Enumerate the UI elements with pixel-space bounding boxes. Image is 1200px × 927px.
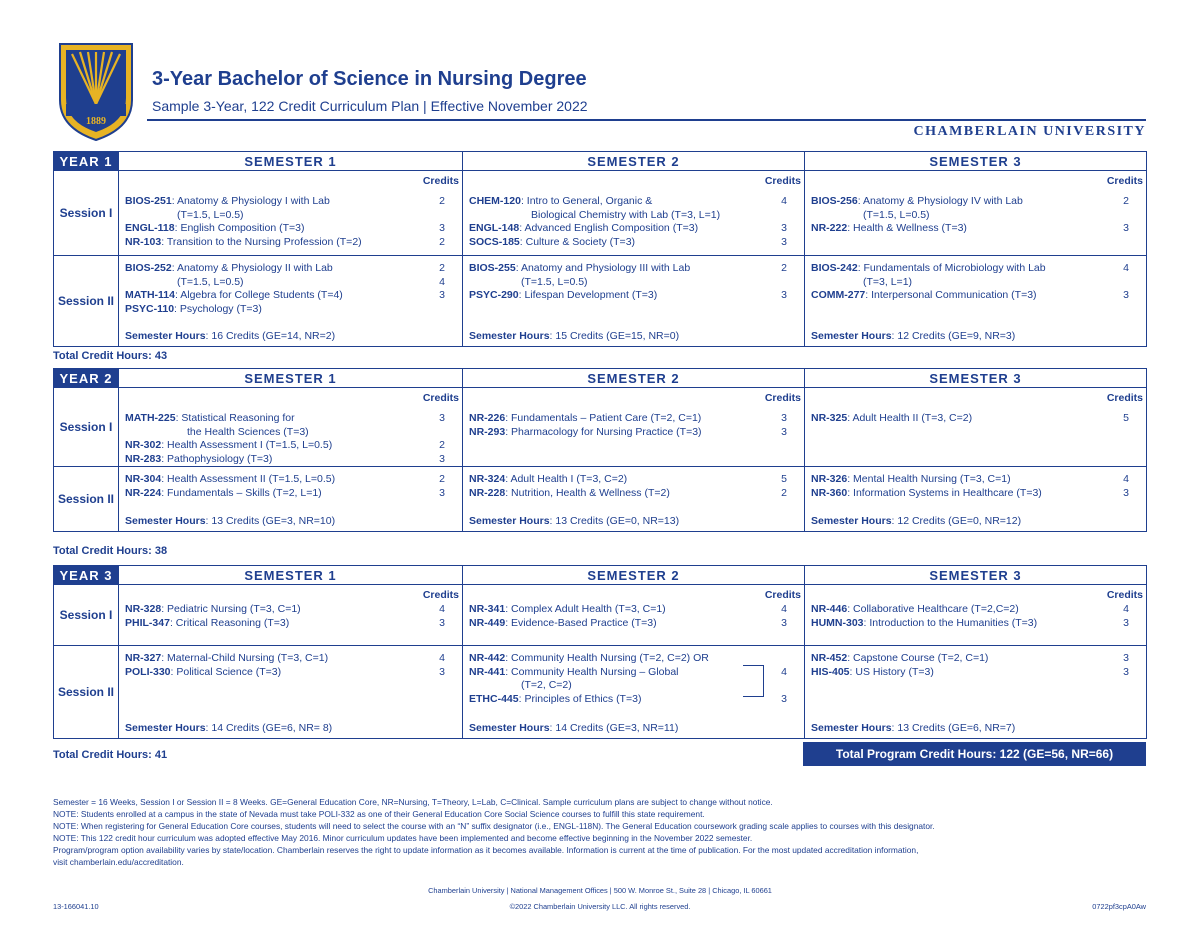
course-title: : Evidence-Based Practice (T=3) bbox=[505, 616, 657, 629]
course-credits: 3 bbox=[439, 412, 445, 424]
session-2-cell bbox=[805, 256, 1146, 346]
course-code: SOCS-185 bbox=[469, 235, 520, 248]
course-code: POLI-330 bbox=[125, 665, 171, 678]
course-title: : Culture & Society (T=3) bbox=[519, 235, 636, 248]
course-title: : Anatomy and Physiology III with Lab bbox=[515, 262, 691, 274]
course-code: NR-341 bbox=[469, 603, 506, 615]
credits-header: Credits bbox=[1106, 175, 1143, 187]
course-credits: 2 bbox=[439, 439, 445, 451]
course-code: NR-326 bbox=[811, 473, 848, 485]
course-code: NR-328 bbox=[125, 603, 162, 615]
course-credits: 4 bbox=[1123, 262, 1129, 274]
course-code: ENGL-118 bbox=[125, 222, 175, 234]
course-entry bbox=[125, 666, 281, 680]
course-title: : Anatomy & Physiology IV with Lab bbox=[857, 195, 1023, 207]
session-2-cell bbox=[805, 646, 1146, 738]
session-1-cell bbox=[805, 388, 1146, 466]
session-1-cell bbox=[119, 171, 462, 255]
semester-2-header: SEMESTER 2 bbox=[463, 566, 805, 585]
note-line: Program/program option availability varies by state/location. Chamberlain reserves the right to update information as it becomes available. Information is current at the time of publication. For the most updated accreditation information, bbox=[53, 845, 919, 855]
session-2-cell bbox=[463, 467, 804, 531]
course-entry bbox=[811, 289, 1037, 303]
course-code: NR-449 bbox=[469, 616, 506, 629]
course-title-cont: (T=1.5, L=0.5) bbox=[863, 208, 930, 221]
course-title: : Algebra for College Students (T=4) bbox=[174, 289, 343, 301]
semester-3-header: SEMESTER 3 bbox=[805, 566, 1147, 585]
course-title: : Maternal-Child Nursing (T=3, C=1) bbox=[161, 652, 329, 664]
course-entry bbox=[469, 617, 657, 631]
course-credits: 3 bbox=[781, 616, 787, 629]
course-credits: 2 bbox=[439, 195, 445, 207]
course-title-cont: the Health Sciences (T=3) bbox=[187, 425, 309, 438]
session-2-label: Session II bbox=[54, 467, 119, 532]
year-table bbox=[53, 151, 1147, 347]
course-title: : Complex Adult Health (T=3, C=1) bbox=[505, 603, 666, 615]
session-1-cell bbox=[805, 585, 1146, 645]
footer-ref: 0722pf3cpA0Aw bbox=[1092, 902, 1146, 911]
course-credits: 4 bbox=[1123, 603, 1129, 615]
course-title: : Health Assessment I (T=1.5, L=0.5) bbox=[161, 439, 333, 451]
course-entry bbox=[811, 262, 1046, 276]
course-title: : Mental Health Nursing (T=3, C=1) bbox=[847, 473, 1011, 485]
course-title: : US History (T=3) bbox=[849, 665, 934, 678]
credits-header: Credits bbox=[422, 392, 459, 404]
semester-2-header: SEMESTER 2 bbox=[463, 152, 805, 171]
course-credits: 3 bbox=[439, 452, 445, 465]
semester-hours: Semester Hours: 15 Credits (GE=15, NR=0) bbox=[469, 330, 680, 342]
year-label: YEAR 1 bbox=[54, 152, 119, 171]
course-code: NR-226 bbox=[469, 412, 506, 424]
course-entry bbox=[125, 473, 335, 487]
session-2-cell bbox=[463, 256, 804, 346]
course-entry bbox=[811, 666, 934, 680]
course-code: BIOS-252 bbox=[125, 262, 172, 274]
course-code: NR-302 bbox=[125, 439, 162, 451]
semester-hours: Semester Hours: 13 Credits (GE=6, NR=7) bbox=[811, 722, 1016, 734]
year-table bbox=[53, 565, 1147, 739]
note-line: NOTE: When registering for General Education Core courses, students will need to select the course with an “N” suffix designator (i.e., ENGL-118N). The General Education coursework grading scale applies to courses with this designator. bbox=[53, 821, 935, 831]
course-credits: 4 bbox=[781, 195, 787, 207]
course-credits: 3 bbox=[781, 222, 787, 234]
course-credits: 3 bbox=[781, 692, 787, 705]
note-line: NOTE: Students enrolled at a campus in the state of Nevada must take POLI-332 as one of their General Education Core Social Science courses to fulfill this state requirement. bbox=[53, 809, 705, 819]
course-credits: 4 bbox=[1123, 473, 1129, 485]
header-rule bbox=[147, 119, 1146, 121]
notes-section bbox=[53, 796, 1148, 868]
course-entry bbox=[125, 222, 304, 236]
course-title: : Statistical Reasoning for bbox=[175, 412, 295, 424]
course-credits: 3 bbox=[439, 222, 445, 234]
course-entry bbox=[125, 652, 328, 666]
course-code: NR-293 bbox=[469, 425, 506, 438]
session-2-cell bbox=[119, 646, 462, 738]
course-entry bbox=[811, 487, 1042, 501]
course-entry bbox=[469, 195, 652, 209]
course-entry bbox=[469, 236, 635, 250]
course-entry bbox=[469, 603, 666, 617]
course-entry bbox=[125, 412, 295, 426]
course-code: NR-452 bbox=[811, 652, 848, 664]
course-credits: 2 bbox=[439, 235, 445, 248]
semester-hours: Semester Hours: 12 Credits (GE=9, NR=3) bbox=[811, 330, 1016, 342]
footer-code: 13-166041.10 bbox=[53, 902, 99, 911]
course-title-cont: (T=1.5, L=0.5) bbox=[177, 208, 244, 221]
course-code: HUMN-303 bbox=[811, 616, 864, 629]
semester-hours: Semester Hours: 14 Credits (GE=3, NR=11) bbox=[469, 722, 679, 734]
course-code: BIOS-251 bbox=[125, 195, 172, 207]
year-label: YEAR 3 bbox=[54, 566, 119, 585]
course-code: ETHC-445 bbox=[469, 692, 519, 705]
course-title-cont: (T=1.5, L=0.5) bbox=[521, 275, 588, 288]
course-entry bbox=[125, 289, 343, 303]
course-credits: 4 bbox=[439, 603, 445, 615]
semester-3-header: SEMESTER 3 bbox=[805, 369, 1147, 388]
course-credits: 3 bbox=[781, 289, 787, 301]
year-total-credits: Total Credit Hours: 41 bbox=[53, 749, 168, 761]
course-title: : Fundamentals – Patient Care (T=2, C=1) bbox=[505, 412, 702, 424]
course-title-cont: (T=3, L=1) bbox=[863, 275, 913, 288]
course-code: PHIL-347 bbox=[125, 616, 170, 629]
course-title: : Adult Health I (T=3, C=2) bbox=[505, 473, 628, 485]
course-entry bbox=[125, 439, 332, 453]
course-code: NR-324 bbox=[469, 473, 506, 485]
course-credits: 3 bbox=[1123, 665, 1129, 678]
course-title: : Fundamentals of Microbiology with Lab bbox=[857, 262, 1046, 274]
course-title: : Anatomy & Physiology II with Lab bbox=[171, 262, 333, 274]
course-entry bbox=[811, 473, 1011, 487]
course-code: MATH-114 bbox=[125, 289, 175, 301]
course-credits: 3 bbox=[439, 665, 445, 678]
semester-hours: Semester Hours: 13 Credits (GE=3, NR=10) bbox=[125, 515, 336, 527]
course-entry bbox=[469, 666, 679, 680]
credits-header: Credits bbox=[422, 589, 459, 601]
course-title: : Lifespan Development (T=3) bbox=[518, 289, 658, 301]
course-title: : Psychology (T=3) bbox=[174, 302, 262, 315]
course-entry bbox=[125, 453, 272, 467]
course-title: : Fundamentals – Skills (T=2, L=1) bbox=[161, 486, 322, 499]
course-entry bbox=[469, 262, 690, 276]
session-2-cell bbox=[119, 467, 462, 531]
course-title: : Collaborative Healthcare (T=2,C=2) bbox=[847, 603, 1019, 615]
course-title: : Interpersonal Communication (T=3) bbox=[865, 289, 1037, 301]
course-credits: 3 bbox=[439, 616, 445, 629]
course-credits: 4 bbox=[439, 275, 445, 288]
year-label: YEAR 2 bbox=[54, 369, 119, 388]
session-1-label: Session I bbox=[54, 171, 119, 256]
course-entry bbox=[125, 603, 301, 617]
course-code: BIOS-242 bbox=[811, 262, 858, 274]
course-code: ENGL-148 bbox=[469, 222, 520, 234]
session-1-cell bbox=[463, 388, 804, 466]
course-title: : Health Assessment II (T=1.5, L=0.5) bbox=[161, 473, 336, 485]
course-code: NR-304 bbox=[125, 473, 162, 485]
course-code: NR-446 bbox=[811, 603, 848, 615]
course-entry bbox=[125, 617, 289, 631]
course-entry bbox=[811, 603, 1019, 617]
course-credits: 3 bbox=[781, 425, 787, 438]
course-entry bbox=[811, 617, 1037, 631]
credits-header: Credits bbox=[1106, 392, 1143, 404]
note-line: visit chamberlain.edu/accreditation. bbox=[53, 857, 184, 867]
course-title: : Political Science (T=3) bbox=[170, 665, 282, 678]
course-credits: 4 bbox=[781, 603, 787, 615]
course-code: NR-327 bbox=[125, 652, 162, 664]
credits-header: Credits bbox=[764, 392, 801, 404]
course-title: : Anatomy & Physiology I with Lab bbox=[171, 195, 330, 207]
session-1-cell bbox=[805, 171, 1146, 255]
course-credits: 5 bbox=[1123, 412, 1129, 424]
course-credits: 2 bbox=[781, 262, 787, 274]
course-title: : Nutrition, Health & Wellness (T=2) bbox=[505, 486, 670, 499]
course-entry bbox=[469, 222, 698, 236]
course-title: : Adult Health II (T=3, C=2) bbox=[847, 412, 973, 424]
course-credits: 3 bbox=[1123, 486, 1129, 499]
session-1-cell bbox=[463, 585, 804, 645]
course-code: NR-222 bbox=[811, 222, 848, 234]
course-title: : Community Health Nursing (T=2, C=2) OR bbox=[505, 652, 709, 664]
course-code: NR-325 bbox=[811, 412, 848, 424]
course-title: : Community Health Nursing – Global bbox=[505, 665, 679, 678]
course-code: BIOS-255 bbox=[469, 262, 516, 274]
semester-2-header: SEMESTER 2 bbox=[463, 369, 805, 388]
course-entry bbox=[469, 473, 627, 487]
course-credits: 3 bbox=[1123, 222, 1129, 234]
course-credits: 3 bbox=[1123, 289, 1129, 301]
credits-header: Credits bbox=[764, 175, 801, 187]
course-code: BIOS-256 bbox=[811, 195, 858, 207]
course-entry bbox=[125, 487, 322, 501]
course-entry bbox=[811, 222, 967, 236]
course-title: : Pathophysiology (T=3) bbox=[161, 452, 273, 465]
semester-3-header: SEMESTER 3 bbox=[805, 152, 1147, 171]
session-1-cell bbox=[119, 388, 462, 466]
session-2-cell bbox=[805, 467, 1146, 531]
course-title: : English Composition (T=3) bbox=[174, 222, 305, 234]
course-entry bbox=[469, 412, 701, 426]
course-credits: 2 bbox=[439, 262, 445, 274]
course-title: : Advanced English Composition (T=3) bbox=[519, 222, 699, 234]
course-title: : Principles of Ethics (T=3) bbox=[518, 692, 642, 705]
course-credits: 3 bbox=[781, 235, 787, 248]
course-code: NR-283 bbox=[125, 452, 162, 465]
course-title: : Introduction to the Humanities (T=3) bbox=[863, 616, 1038, 629]
course-credits: 3 bbox=[1123, 652, 1129, 664]
year-total-credits: Total Credit Hours: 43 bbox=[53, 350, 168, 362]
university-crest-logo bbox=[58, 42, 134, 142]
course-code: PSYC-110 bbox=[125, 302, 175, 315]
course-code: NR-441 bbox=[469, 665, 506, 678]
course-credits: 4 bbox=[781, 665, 787, 678]
course-entry bbox=[469, 693, 641, 707]
credits-header: Credits bbox=[764, 589, 801, 601]
course-title-cont: (T=1.5, L=0.5) bbox=[177, 275, 244, 288]
semester-hours: Semester Hours: 16 Credits (GE=14, NR=2) bbox=[125, 330, 336, 342]
course-title: : Information Systems in Healthcare (T=3) bbox=[847, 486, 1042, 499]
course-code: MATH-225 bbox=[125, 412, 176, 424]
course-entry bbox=[125, 262, 333, 276]
course-entry bbox=[125, 236, 362, 250]
course-title: : Health & Wellness (T=3) bbox=[847, 222, 967, 234]
course-entry bbox=[811, 412, 972, 426]
course-credits: 2 bbox=[439, 473, 445, 485]
session-2-label: Session II bbox=[54, 646, 119, 739]
course-title: : Transition to the Nursing Profession (T=2) bbox=[161, 235, 362, 248]
course-title: : Pediatric Nursing (T=3, C=1) bbox=[161, 603, 301, 615]
course-code: NR-228 bbox=[469, 486, 506, 499]
semester-hours: Semester Hours: 12 Credits (GE=0, NR=12) bbox=[811, 515, 1022, 527]
year-total-credits: Total Credit Hours: 38 bbox=[53, 545, 168, 557]
session-1-cell bbox=[119, 585, 462, 645]
course-entry bbox=[469, 652, 709, 666]
course-credits: 4 bbox=[439, 652, 445, 664]
course-title: : Pharmacology for Nursing Practice (T=3) bbox=[505, 425, 702, 438]
session-2-cell bbox=[119, 256, 462, 346]
course-credits: 3 bbox=[781, 412, 787, 424]
semester-1-header: SEMESTER 1 bbox=[119, 369, 463, 388]
footer-copyright: ©2022 Chamberlain University LLC. All rights reserved. bbox=[509, 902, 691, 911]
course-title-cont: Biological Chemistry with Lab (T=3, L=1) bbox=[531, 208, 721, 221]
semester-1-header: SEMESTER 1 bbox=[119, 152, 463, 171]
course-entry bbox=[469, 487, 670, 501]
page-title: 3-Year Bachelor of Science in Nursing Degree bbox=[152, 68, 587, 90]
course-code: COMM-277 bbox=[811, 289, 866, 301]
footer-address: Chamberlain University | National Management Offices | 500 W. Monroe St., Suite 28 | Chicago, IL 60661 bbox=[428, 886, 772, 895]
page-subtitle: Sample 3-Year, 122 Credit Curriculum Plan | Effective November 2022 bbox=[152, 98, 588, 114]
course-credits: 3 bbox=[439, 289, 445, 301]
course-credits: 2 bbox=[1123, 195, 1129, 207]
course-credits: 3 bbox=[439, 486, 445, 499]
course-title: : Intro to General, Organic & bbox=[520, 195, 653, 207]
program-total-banner: Total Program Credit Hours: 122 (GE=56, NR=66) bbox=[803, 742, 1146, 766]
course-credits: 3 bbox=[1123, 616, 1129, 629]
course-code: NR-103 bbox=[125, 235, 162, 248]
svg-text:1889: 1889 bbox=[86, 116, 106, 127]
or-bracket bbox=[743, 665, 764, 697]
course-code: NR-442 bbox=[469, 652, 506, 664]
course-entry bbox=[811, 652, 988, 666]
course-title-cont: (T=2, C=2) bbox=[521, 679, 572, 691]
session-1-label: Session I bbox=[54, 388, 119, 467]
course-entry bbox=[811, 195, 1023, 209]
course-entry bbox=[125, 195, 330, 209]
note-line: NOTE: This 122 credit hour curriculum was adopted effective May 2016. Minor curriculum updates have been implemented and become effective beginning in the November 2022 semester. bbox=[53, 833, 753, 843]
course-entry bbox=[469, 426, 702, 440]
course-title: : Critical Reasoning (T=3) bbox=[169, 616, 290, 629]
year-table bbox=[53, 368, 1147, 532]
university-wordmark: CHAMBERLAIN UNIVERSITY bbox=[913, 124, 1146, 139]
session-2-label: Session II bbox=[54, 256, 119, 347]
semester-hours: Semester Hours: 14 Credits (GE=6, NR= 8) bbox=[125, 722, 333, 734]
credits-header: Credits bbox=[1106, 589, 1143, 601]
course-credits: 2 bbox=[781, 486, 787, 499]
semester-hours: Semester Hours: 13 Credits (GE=0, NR=13) bbox=[469, 515, 680, 527]
course-code: NR-224 bbox=[125, 486, 162, 499]
note-line: Semester = 16 Weeks, Session I or Session II = 8 Weeks. GE=General Education Core, NR=Nursing, T=Theory, L=Lab, C=Clinical. Sample curriculum plans are subject to change without notice. bbox=[53, 797, 773, 807]
course-entry bbox=[469, 289, 657, 303]
course-code: PSYC-290 bbox=[469, 289, 519, 301]
course-credits: 5 bbox=[781, 473, 787, 485]
credits-header: Credits bbox=[422, 175, 459, 187]
course-title: : Capstone Course (T=2, C=1) bbox=[847, 652, 989, 664]
course-entry bbox=[125, 303, 262, 317]
course-code: HIS-405 bbox=[811, 665, 850, 678]
course-code: NR-360 bbox=[811, 486, 848, 499]
session-1-cell bbox=[463, 171, 804, 255]
session-1-label: Session I bbox=[54, 585, 119, 646]
course-code: CHEM-120 bbox=[469, 195, 521, 207]
semester-1-header: SEMESTER 1 bbox=[119, 566, 463, 585]
